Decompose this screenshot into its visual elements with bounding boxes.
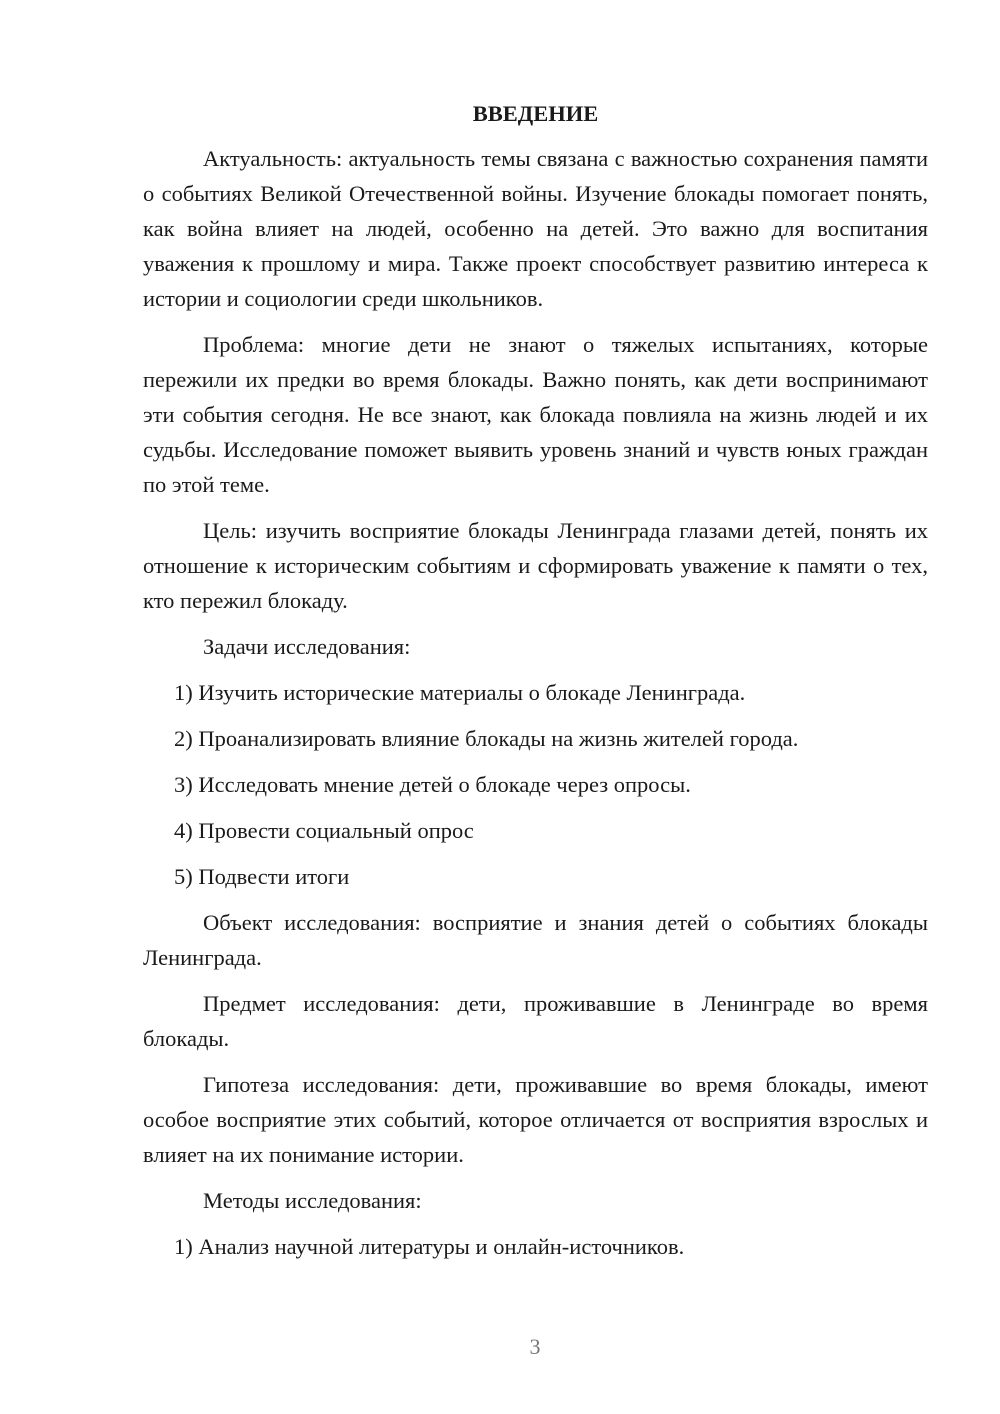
- page-content: [143, 96, 928, 1275]
- object-paragraph: Объект исследования: восприятие и знания детей о событиях блокады Ленинграда.: [143, 910, 928, 970]
- problem-paragraph: Проблема: многие дети не знают о тяжелых испытаниях, которые пережили их предки во время блокады. Важно понять, как дети воспринимают эти события сегодня. Не все знают, как блокада повлияла на жизнь людей и их судьбы. Исследование поможет выявить уровень знаний и чувств юных граждан по этой теме.: [143, 332, 928, 497]
- task-item: 4) Провести социальный опрос: [174, 818, 474, 843]
- method-item: 1) Анализ научной литературы и онлайн-источников.: [174, 1234, 685, 1259]
- tasks-title: Задачи исследования:: [203, 634, 411, 659]
- task-item: 3) Исследовать мнение детей о блокаде через опросы.: [174, 772, 691, 797]
- page-number: 3: [529, 1334, 541, 1359]
- methods-title: Методы исследования:: [203, 1188, 422, 1213]
- task-item: 1) Изучить исторические материалы о блокаде Ленинграда.: [174, 680, 746, 705]
- goal-paragraph: Цель: изучить восприятие блокады Ленинграда глазами детей, понять их отношение к историческим событиям и сформировать уважение к памяти о тех, кто пережил блокаду.: [143, 518, 928, 613]
- relevance-paragraph: Актуальность: актуальность темы связана с важностью сохранения памяти о событиях Великой Отечественной войны. Изучение блокады помогает понять, как война влияет на людей, особенно на детей. Это важно для воспитания уважения к прошлому и мира. Также проект способствует развитию интереса к истории и социологии среди школьников.: [143, 146, 928, 311]
- section-heading: ВВЕДЕНИЕ: [472, 101, 599, 126]
- subject-paragraph: Предмет исследования: дети, проживавшие в Ленинграде во время блокады.: [143, 991, 928, 1051]
- task-item: 2) Проанализировать влияние блокады на жизнь жителей города.: [174, 726, 799, 751]
- task-item: 5) Подвести итоги: [174, 864, 350, 889]
- hypothesis-paragraph: Гипотеза исследования: дети, проживавшие во время блокады, имеют особое восприятие этих событий, которое отличается от восприятия взрослых и влияет на их понимание истории.: [143, 1072, 928, 1167]
